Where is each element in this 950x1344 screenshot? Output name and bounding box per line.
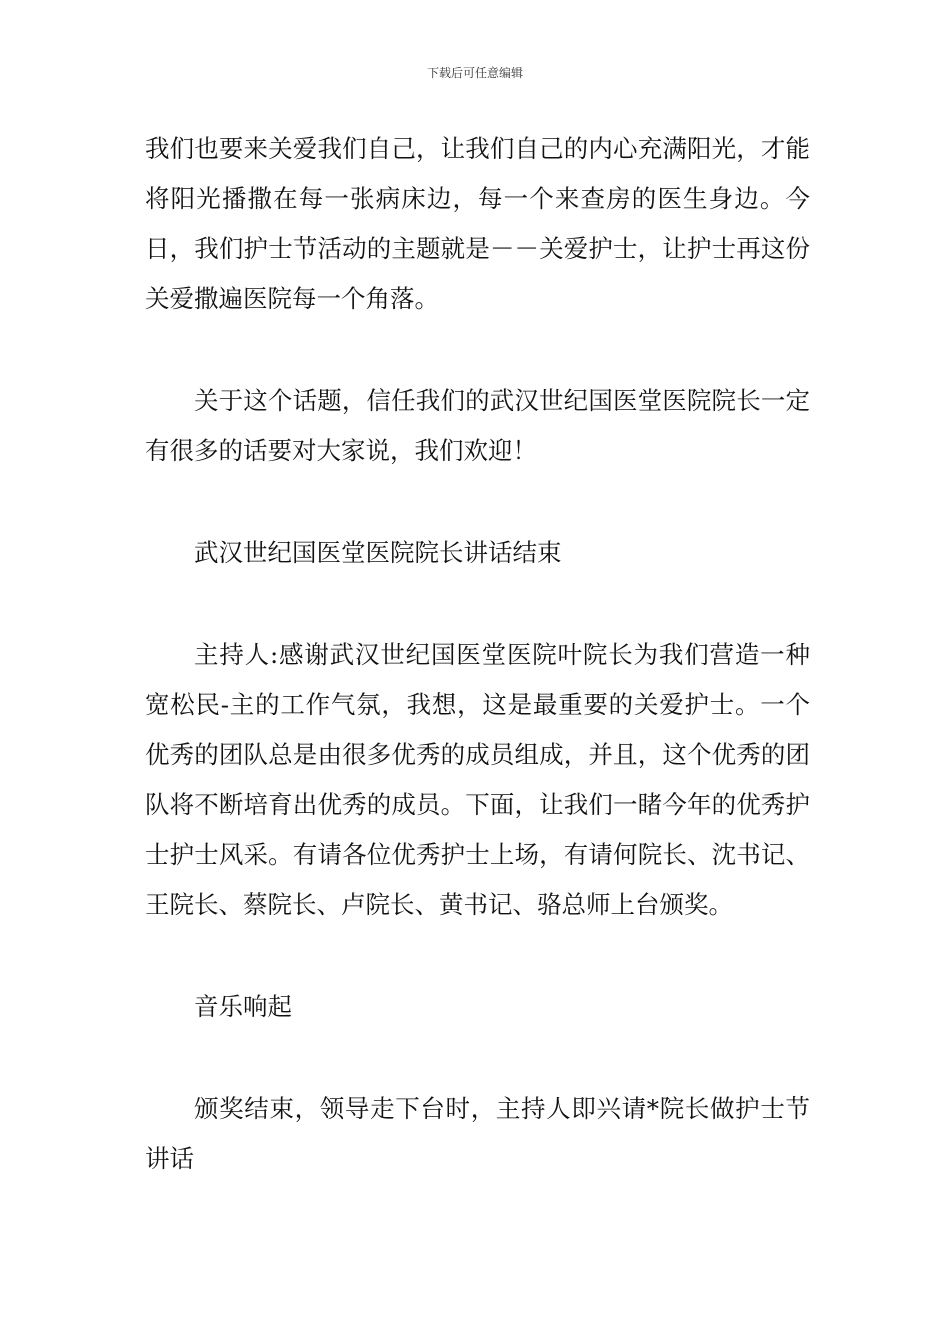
- paragraph-2: 关于这个话题，信任我们的武汉世纪国医堂医院院长一定有很多的话要对大家说，我们欢迎！: [145, 386, 810, 465]
- paragraph-3: 武汉世纪国医堂医院院长讲话结束: [194, 538, 562, 567]
- paragraph-6: 颁奖结束，领导走下台时，主持人即兴请*院长做护士节讲话: [145, 1094, 810, 1173]
- page-header-note: 下载后可任意编辑: [426, 66, 523, 80]
- paragraph-1: 我们也要来关爱我们自己，让我们自己的内心充满阳光，才能将阳光播撒在每一张病床边，每一个来查房的医生身边。今日，我们护士节活动的主题就是－－关爱护士，让护士再这份关爱撒遍医院每一个角落。: [145, 134, 810, 313]
- paragraph-5: 音乐响起: [194, 992, 292, 1021]
- paragraph-4: 主持人:感谢武汉世纪国医堂医院叶院长为我们营造一种宽松民-主的工作气氛，我想，这是最重要的关爱护士。一个优秀的团队总是由很多优秀的成员组成，并且，这个优秀的团队将不断培育出优秀的成员。下面，让我们一睹今年的优秀护士护士风采。有请各位优秀护士上场，有请何院长、沈书记、王院长、蔡院长、卢院长、黄书记、骆总师上台颁奖。: [145, 640, 810, 919]
- document-body: [145, 124, 810, 1236]
